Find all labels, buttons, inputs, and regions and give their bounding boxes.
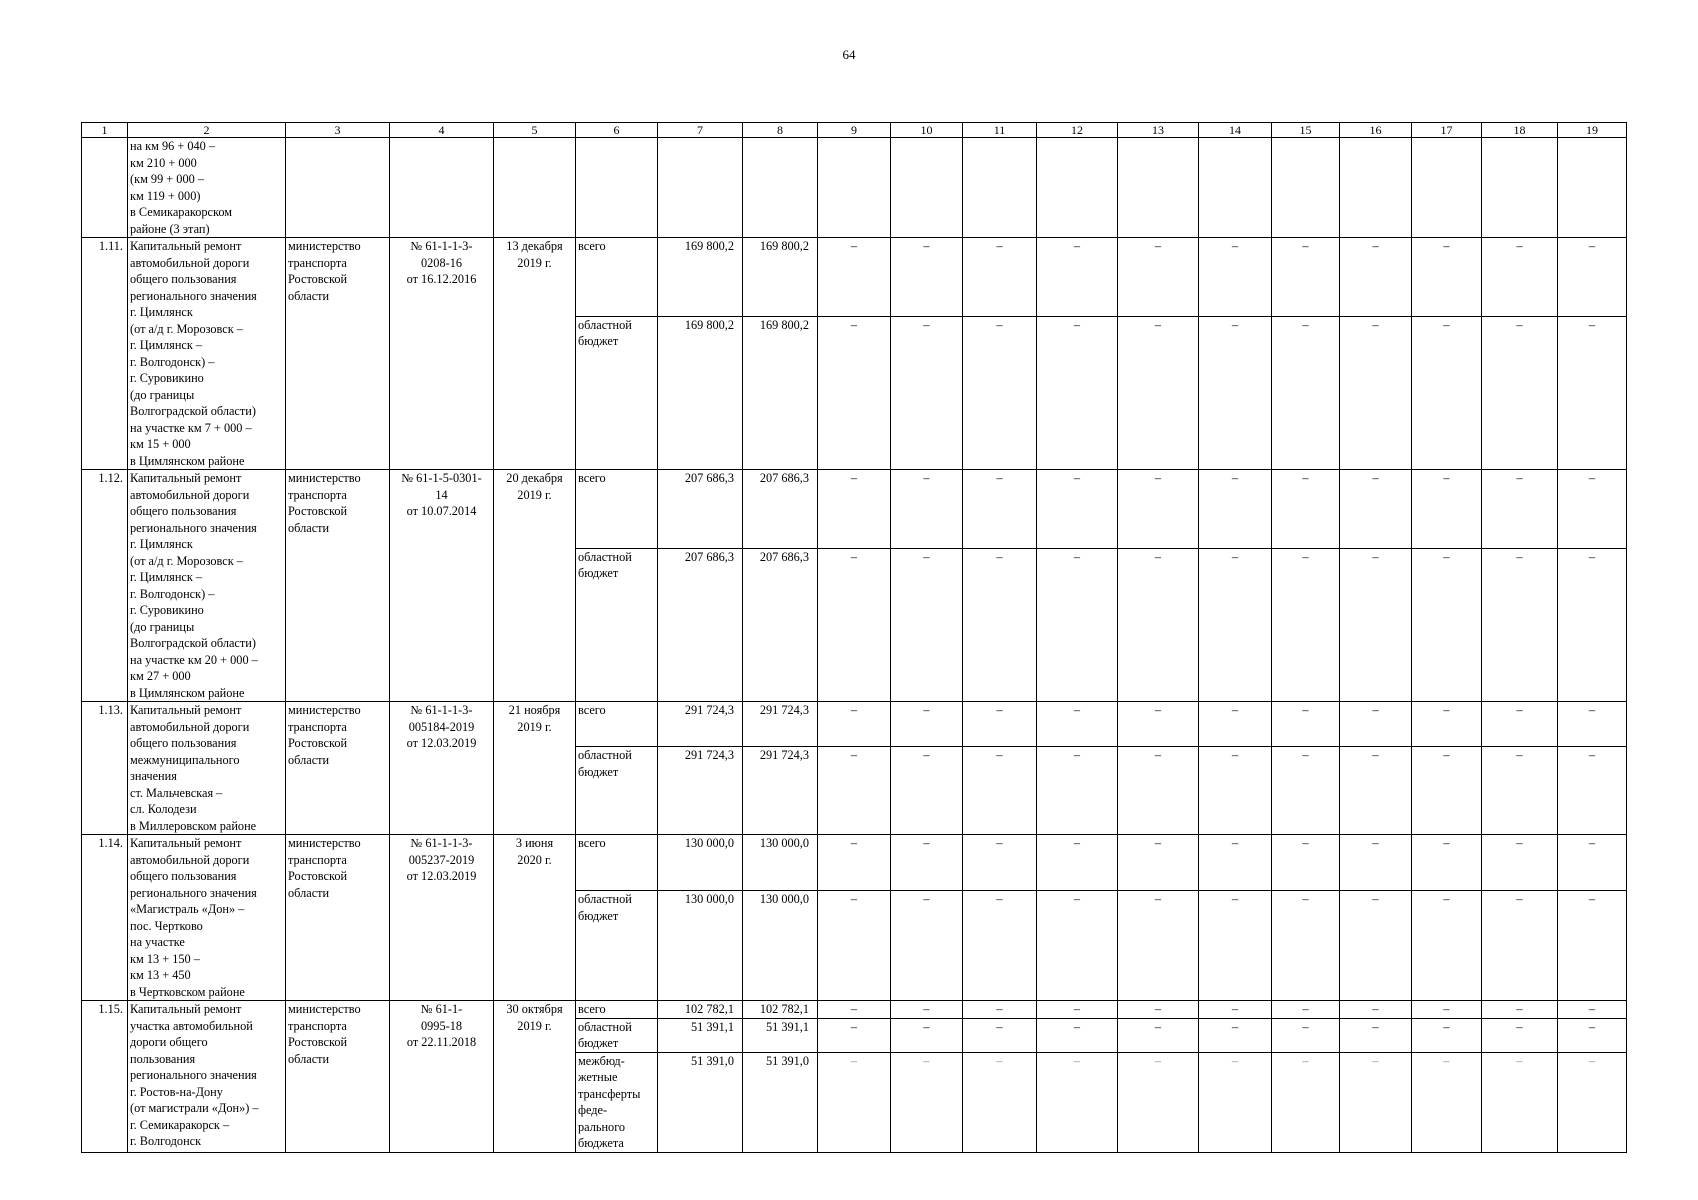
cell-dash: – bbox=[891, 316, 963, 469]
cell-dash: – bbox=[818, 470, 891, 549]
table-row bbox=[82, 470, 1627, 549]
column-header: 5 bbox=[494, 123, 576, 138]
cell-empty bbox=[1482, 138, 1558, 238]
cell-amount: 51 391,1 bbox=[743, 1018, 818, 1052]
cell-dash: – bbox=[891, 835, 963, 891]
cell-dash: – bbox=[1118, 470, 1199, 549]
cell-dash: – bbox=[963, 747, 1037, 835]
column-header: 7 bbox=[658, 123, 743, 138]
cell-object-name: Капитальный ремонт автомобильной дороги общего пользования регионального значения г. Цимлянск (от а/д г. Морозовск – г. Цимлянск – г. Волгодонск) – г. Суровикино (до границы Волгоградской области) на участке км 20 + 000 – км 27 + 000 в Цимлянском районе bbox=[128, 470, 286, 702]
cell-expertise-doc: № 61-1-1-3- 0208-16 от 16.12.2016 bbox=[390, 238, 494, 470]
cell-dash: – bbox=[1199, 1001, 1272, 1019]
cell-dash: – bbox=[1340, 1052, 1412, 1152]
cell-customer: министерство транспорта Ростовской области bbox=[286, 470, 390, 702]
cell-dash: – bbox=[1272, 1052, 1340, 1152]
cell-dash: – bbox=[1482, 548, 1558, 701]
cell-dash: – bbox=[1118, 1001, 1199, 1019]
cell-amount: 130 000,0 bbox=[743, 835, 818, 891]
cell-expertise-doc: № 61-1-1-3- 005237-2019 от 12.03.2019 bbox=[390, 835, 494, 1001]
cell-object-name: Капитальный ремонт автомобильной дороги общего пользования регионального значения «Магистраль «Дон» – пос. Чертково на участке км 13 + 150 – км 13 + 450 в Чертковском районе bbox=[128, 835, 286, 1001]
cell-dash: – bbox=[1558, 1001, 1627, 1019]
cell-object-name: Капитальный ремонт автомобильной дороги общего пользования межмуниципального значения ст. Мальчевская – сл. Колодези в Миллеровском районе bbox=[128, 702, 286, 835]
cell-empty bbox=[390, 138, 494, 238]
cell-amount: 207 686,3 bbox=[743, 548, 818, 701]
cell-dash: – bbox=[891, 238, 963, 317]
cell-completion-date: 21 ноября 2019 г. bbox=[494, 702, 576, 835]
cell-amount: 207 686,3 bbox=[658, 470, 743, 549]
cell-dash: – bbox=[1412, 470, 1482, 549]
cell-amount: 51 391,0 bbox=[658, 1052, 743, 1152]
cell-funding-source: областной бюджет bbox=[576, 548, 658, 701]
column-header: 11 bbox=[963, 123, 1037, 138]
cell-dash: – bbox=[963, 1052, 1037, 1152]
cell-empty bbox=[1558, 138, 1627, 238]
cell-dash: – bbox=[1272, 747, 1340, 835]
cell-dash: – bbox=[1340, 238, 1412, 317]
cell-expertise-doc: № 61-1- 0995-18 от 22.11.2018 bbox=[390, 1001, 494, 1153]
table-row bbox=[82, 702, 1627, 747]
cell-dash: – bbox=[1272, 548, 1340, 701]
cell-number bbox=[82, 138, 128, 238]
program-table bbox=[81, 122, 1627, 1153]
cell-dash: – bbox=[1340, 891, 1412, 1001]
cell-dash: – bbox=[1558, 238, 1627, 317]
column-header: 12 bbox=[1037, 123, 1118, 138]
cell-dash: – bbox=[1482, 1052, 1558, 1152]
cell-empty bbox=[494, 138, 576, 238]
column-header: 15 bbox=[1272, 123, 1340, 138]
cell-dash: – bbox=[1199, 238, 1272, 317]
cell-amount: 207 686,3 bbox=[658, 548, 743, 701]
cell-dash: – bbox=[1118, 548, 1199, 701]
cell-customer: министерство транспорта Ростовской области bbox=[286, 702, 390, 835]
cell-dash: – bbox=[1482, 891, 1558, 1001]
cell-customer: министерство транспорта Ростовской области bbox=[286, 238, 390, 470]
cell-dash: – bbox=[891, 470, 963, 549]
cell-dash: – bbox=[1199, 548, 1272, 701]
cell-dash: – bbox=[1199, 470, 1272, 549]
cell-dash: – bbox=[1118, 1052, 1199, 1152]
column-header: 4 bbox=[390, 123, 494, 138]
cell-dash: – bbox=[1558, 1018, 1627, 1052]
cell-dash: – bbox=[1037, 835, 1118, 891]
cell-customer: министерство транспорта Ростовской области bbox=[286, 835, 390, 1001]
cell-amount: 169 800,2 bbox=[658, 316, 743, 469]
cell-customer: министерство транспорта Ростовской области bbox=[286, 1001, 390, 1153]
table-row bbox=[82, 1001, 1627, 1019]
column-header: 3 bbox=[286, 123, 390, 138]
cell-dash: – bbox=[818, 891, 891, 1001]
cell-amount: 291 724,3 bbox=[743, 747, 818, 835]
column-header: 9 bbox=[818, 123, 891, 138]
cell-dash: – bbox=[1118, 891, 1199, 1001]
column-header: 14 bbox=[1199, 123, 1272, 138]
cell-dash: – bbox=[1037, 548, 1118, 701]
cell-dash: – bbox=[963, 702, 1037, 747]
cell-dash: – bbox=[1199, 1052, 1272, 1152]
cell-empty bbox=[1118, 138, 1199, 238]
cell-dash: – bbox=[1558, 548, 1627, 701]
cell-dash: – bbox=[818, 238, 891, 317]
cell-dash: – bbox=[1340, 1001, 1412, 1019]
cell-dash: – bbox=[1037, 316, 1118, 469]
cell-dash: – bbox=[891, 891, 963, 1001]
cell-dash: – bbox=[1118, 316, 1199, 469]
cell-funding-source: областной бюджет bbox=[576, 891, 658, 1001]
cell-dash: – bbox=[1340, 835, 1412, 891]
column-header: 13 bbox=[1118, 123, 1199, 138]
cell-funding-source: межбюд- жетные трансферты феде- рального бюджета bbox=[576, 1052, 658, 1152]
cell-amount: 102 782,1 bbox=[658, 1001, 743, 1019]
cell-empty bbox=[743, 138, 818, 238]
cell-number: 1.15. bbox=[82, 1001, 128, 1153]
cell-dash: – bbox=[1340, 548, 1412, 701]
cell-dash: – bbox=[891, 1052, 963, 1152]
cell-amount: 169 800,2 bbox=[658, 238, 743, 317]
cell-amount: 51 391,0 bbox=[743, 1052, 818, 1152]
cell-dash: – bbox=[1412, 891, 1482, 1001]
cell-dash: – bbox=[1272, 835, 1340, 891]
column-header: 19 bbox=[1558, 123, 1627, 138]
cell-dash: – bbox=[1118, 238, 1199, 317]
cell-dash: – bbox=[818, 1018, 891, 1052]
cell-funding-source: всего bbox=[576, 1001, 658, 1019]
cell-empty bbox=[286, 138, 390, 238]
cell-completion-date: 30 октября 2019 г. bbox=[494, 1001, 576, 1153]
cell-dash: – bbox=[1340, 1018, 1412, 1052]
cell-dash: – bbox=[1199, 747, 1272, 835]
cell-dash: – bbox=[1340, 747, 1412, 835]
column-header: 2 bbox=[128, 123, 286, 138]
cell-dash: – bbox=[1482, 747, 1558, 835]
cell-dash: – bbox=[1482, 316, 1558, 469]
cell-dash: – bbox=[1412, 1052, 1482, 1152]
cell-amount: 291 724,3 bbox=[658, 747, 743, 835]
cell-amount: 207 686,3 bbox=[743, 470, 818, 549]
cell-dash: – bbox=[963, 891, 1037, 1001]
cell-dash: – bbox=[891, 702, 963, 747]
column-header: 8 bbox=[743, 123, 818, 138]
cell-amount: 102 782,1 bbox=[743, 1001, 818, 1019]
cell-dash: – bbox=[1272, 702, 1340, 747]
cell-dash: – bbox=[1412, 1001, 1482, 1019]
cell-amount: 169 800,2 bbox=[743, 316, 818, 469]
cell-funding-source: всего bbox=[576, 238, 658, 317]
cell-dash: – bbox=[1412, 238, 1482, 317]
cell-dash: – bbox=[1558, 316, 1627, 469]
cell-number: 1.13. bbox=[82, 702, 128, 835]
cell-dash: – bbox=[1558, 891, 1627, 1001]
cell-dash: – bbox=[1037, 238, 1118, 317]
cell-dash: – bbox=[891, 548, 963, 701]
cell-number: 1.11. bbox=[82, 238, 128, 470]
cell-dash: – bbox=[1412, 316, 1482, 469]
cell-completion-date: 20 декабря 2019 г. bbox=[494, 470, 576, 702]
cell-dash: – bbox=[1199, 835, 1272, 891]
cell-dash: – bbox=[1558, 747, 1627, 835]
cell-dash: – bbox=[1558, 1052, 1627, 1152]
table-row-continuation bbox=[82, 138, 1627, 238]
cell-dash: – bbox=[1482, 1001, 1558, 1019]
cell-empty bbox=[1412, 138, 1482, 238]
cell-dash: – bbox=[1199, 316, 1272, 469]
cell-dash: – bbox=[1272, 1018, 1340, 1052]
column-header: 18 bbox=[1482, 123, 1558, 138]
cell-expertise-doc: № 61-1-1-3- 005184-2019 от 12.03.2019 bbox=[390, 702, 494, 835]
page-number: 64 bbox=[842, 47, 856, 62]
cell-dash: – bbox=[1340, 470, 1412, 549]
cell-dash: – bbox=[1340, 702, 1412, 747]
cell-expertise-doc: № 61-1-5-0301- 14 от 10.07.2014 bbox=[390, 470, 494, 702]
cell-dash: – bbox=[818, 548, 891, 701]
cell-dash: – bbox=[1340, 316, 1412, 469]
cell-dash: – bbox=[963, 548, 1037, 701]
column-header: 17 bbox=[1412, 123, 1482, 138]
cell-empty bbox=[1272, 138, 1340, 238]
cell-dash: – bbox=[1558, 702, 1627, 747]
cell-dash: – bbox=[1482, 835, 1558, 891]
cell-dash: – bbox=[1272, 238, 1340, 317]
cell-dash: – bbox=[818, 747, 891, 835]
cell-dash: – bbox=[1482, 238, 1558, 317]
cell-dash: – bbox=[891, 1018, 963, 1052]
cell-number: 1.14. bbox=[82, 835, 128, 1001]
cell-dash: – bbox=[963, 316, 1037, 469]
cell-dash: – bbox=[1272, 891, 1340, 1001]
cell-dash: – bbox=[1037, 747, 1118, 835]
cell-object-name: Капитальный ремонт автомобильной дороги общего пользования регионального значения г. Цимлянск (от а/д г. Морозовск – г. Цимлянск – г. Волгодонск) – г. Суровикино (до границы Волгоградской области) на участке км 7 + 000 – км 15 + 000 в Цимлянском районе bbox=[128, 238, 286, 470]
cell-amount: 291 724,3 bbox=[743, 702, 818, 747]
cell-amount: 291 724,3 bbox=[658, 702, 743, 747]
cell-completion-date: 13 декабря 2019 г. bbox=[494, 238, 576, 470]
cell-number: 1.12. bbox=[82, 470, 128, 702]
cell-dash: – bbox=[1118, 747, 1199, 835]
cell-empty bbox=[1340, 138, 1412, 238]
cell-dash: – bbox=[1118, 835, 1199, 891]
cell-dash: – bbox=[1412, 747, 1482, 835]
cell-funding-source: областной бюджет bbox=[576, 316, 658, 469]
cell-empty bbox=[1037, 138, 1118, 238]
cell-dash: – bbox=[818, 1001, 891, 1019]
cell-dash: – bbox=[1037, 1018, 1118, 1052]
cell-object-name: Капитальный ремонт участка автомобильной дороги общего пользования регионального значения г. Ростов-на-Дону (от магистрали «Дон») – г. Семикаракорск – г. Волгодонск bbox=[128, 1001, 286, 1153]
cell-funding-source: всего bbox=[576, 835, 658, 891]
cell-completion-date: 3 июня 2020 г. bbox=[494, 835, 576, 1001]
table-row bbox=[82, 238, 1627, 317]
cell-dash: – bbox=[818, 1052, 891, 1152]
cell-dash: – bbox=[1558, 835, 1627, 891]
cell-dash: – bbox=[891, 1001, 963, 1019]
cell-dash: – bbox=[1037, 470, 1118, 549]
column-number-row bbox=[82, 123, 1627, 138]
cell-dash: – bbox=[963, 470, 1037, 549]
cell-empty bbox=[818, 138, 891, 238]
cell-empty bbox=[963, 138, 1037, 238]
cell-funding-source: всего bbox=[576, 702, 658, 747]
cell-dash: – bbox=[963, 1018, 1037, 1052]
cell-object-name: на км 96 + 040 – км 210 + 000 (км 99 + 000 – км 119 + 000) в Семикаракорском районе (3 этап) bbox=[128, 138, 286, 238]
cell-dash: – bbox=[891, 747, 963, 835]
cell-dash: – bbox=[1482, 470, 1558, 549]
cell-dash: – bbox=[1199, 891, 1272, 1001]
cell-dash: – bbox=[1482, 702, 1558, 747]
cell-empty bbox=[891, 138, 963, 238]
cell-funding-source: областной бюджет bbox=[576, 747, 658, 835]
cell-dash: – bbox=[1199, 1018, 1272, 1052]
cell-dash: – bbox=[963, 238, 1037, 317]
cell-empty bbox=[658, 138, 743, 238]
cell-dash: – bbox=[1412, 835, 1482, 891]
cell-dash: – bbox=[1272, 316, 1340, 469]
cell-dash: – bbox=[1037, 1001, 1118, 1019]
cell-dash: – bbox=[1118, 1018, 1199, 1052]
cell-dash: – bbox=[1118, 702, 1199, 747]
cell-dash: – bbox=[1037, 891, 1118, 1001]
cell-amount: 130 000,0 bbox=[658, 835, 743, 891]
cell-dash: – bbox=[1412, 702, 1482, 747]
cell-empty bbox=[576, 138, 658, 238]
table-row bbox=[82, 835, 1627, 891]
cell-dash: – bbox=[1482, 1018, 1558, 1052]
column-header: 10 bbox=[891, 123, 963, 138]
cell-dash: – bbox=[818, 835, 891, 891]
cell-funding-source: областной бюджет bbox=[576, 1018, 658, 1052]
cell-amount: 169 800,2 bbox=[743, 238, 818, 317]
cell-dash: – bbox=[1412, 548, 1482, 701]
cell-dash: – bbox=[1558, 470, 1627, 549]
column-header: 6 bbox=[576, 123, 658, 138]
cell-funding-source: всего bbox=[576, 470, 658, 549]
cell-dash: – bbox=[818, 316, 891, 469]
cell-empty bbox=[1199, 138, 1272, 238]
column-header: 1 bbox=[82, 123, 128, 138]
cell-dash: – bbox=[963, 835, 1037, 891]
cell-dash: – bbox=[1272, 1001, 1340, 1019]
cell-amount: 51 391,1 bbox=[658, 1018, 743, 1052]
cell-dash: – bbox=[1199, 702, 1272, 747]
cell-dash: – bbox=[1037, 702, 1118, 747]
cell-amount: 130 000,0 bbox=[658, 891, 743, 1001]
cell-dash: – bbox=[1037, 1052, 1118, 1152]
cell-amount: 130 000,0 bbox=[743, 891, 818, 1001]
cell-dash: – bbox=[963, 1001, 1037, 1019]
cell-dash: – bbox=[818, 702, 891, 747]
cell-dash: – bbox=[1272, 470, 1340, 549]
column-header: 16 bbox=[1340, 123, 1412, 138]
cell-dash: – bbox=[1412, 1018, 1482, 1052]
